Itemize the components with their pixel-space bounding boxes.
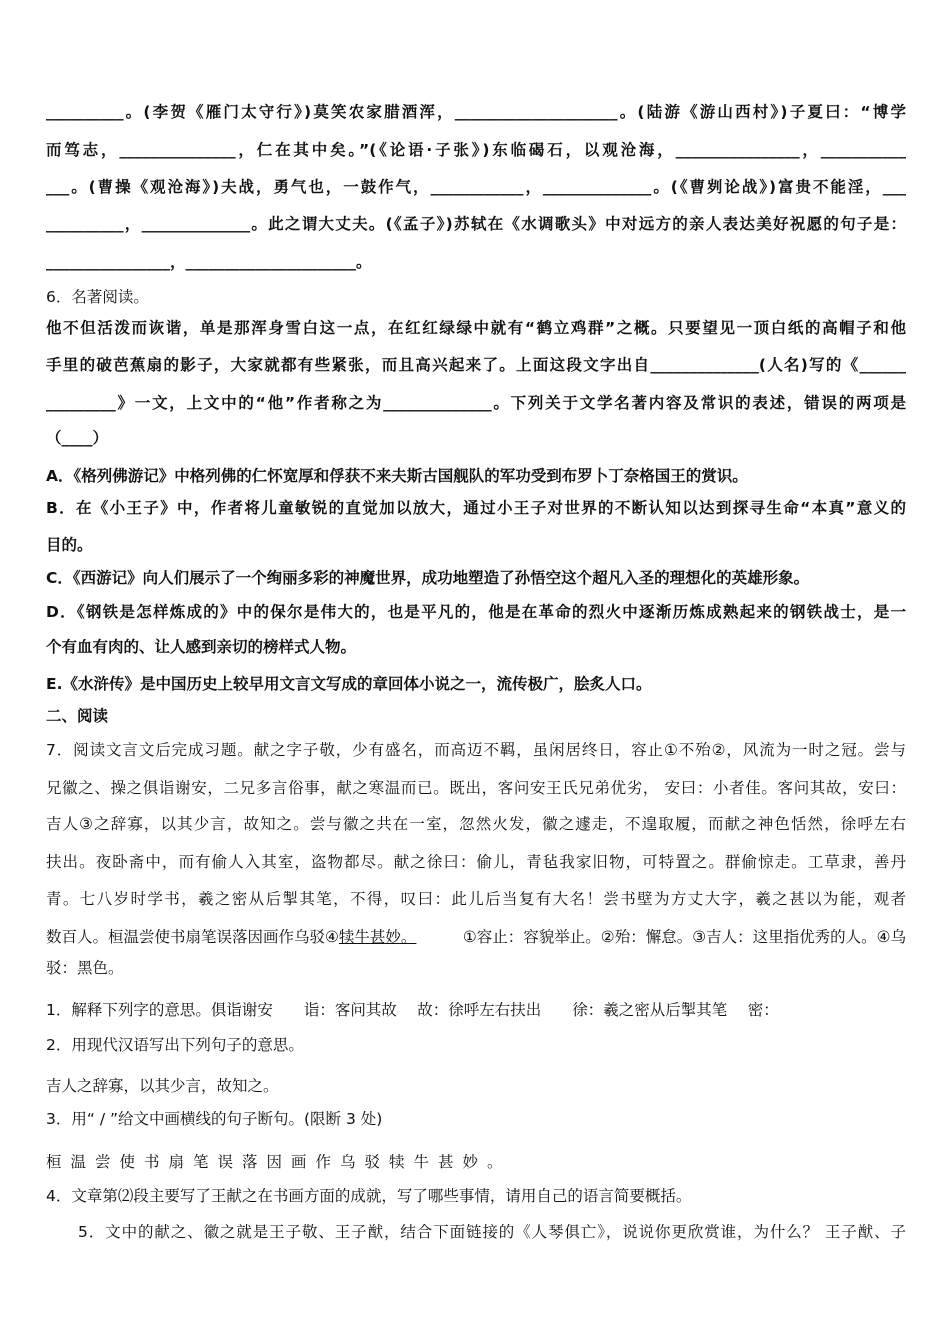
- underlined-sentence: 犊牛甚妙。: [338, 928, 417, 946]
- fill-in-line: 而笃志，_______________，仁在其中矣。”(《论语·子张》)东临碣石，以观沧海，________________，___________: [46, 141, 906, 159]
- q7-passage-line: 兄徽之、操之俱诣谢安，二兄多言俗事，献之寒温而已。既出，客问安王氏兄弟优劣， 安曰：小者佳。客问其故，安曰：: [46, 779, 906, 797]
- q7-sub-question-1: 1．解释下列字的意思。俱诣谢安 诣：客问其故 故：徐呼左右扶出 徐：羲之密从后掣其笔 密：: [46, 1001, 779, 1019]
- q6-option-a: A．《格列佛游记》中格列佛的仁怀宽厚和俘获不来夫斯古国舰队的军功受到布罗卜丁奈格国王的赏识。: [46, 467, 748, 485]
- q7-sub-question-4: 4．文章第⑵段主要写了王献之在书画方面的成就，写了哪些事情，请用自己的语言简要概括。: [46, 1187, 692, 1205]
- q7-passage-line: 青。七八岁时学书，羲之密从后掣其笔，不得，叹曰：此儿后当复有大名！尝书壁为方丈大字，羲之甚以为能，观者: [46, 890, 906, 908]
- q6-option-b: B．在《小王子》中，作者将儿童敏锐的直觉加以放大，通过小王子对世界的不断认知以达到探寻生命“本真”意义的: [46, 499, 906, 517]
- q7-sub-question-2: 2．用现代汉语写出下列句子的意思。: [46, 1036, 304, 1054]
- fill-in-line: ___。(曹操《观沧海》)夫战，勇气也，一鼓作气，____________，______________。(《曹刿论战》)富贵不能淫，___: [46, 178, 906, 196]
- q7-sub-question-5: 5．文中的献之、徽之就是王子敬、王子猷，结合下面链接的《人琴俱亡》，说说你更欣赏谁，为什么？ 王子猷、子: [78, 1223, 906, 1241]
- q7-punctuation-sentence: 桓温尝使书扇笔误落因画作乌驳犊牛甚妙。: [46, 1153, 512, 1171]
- q6-passage-line: 手里的破芭蕉扇的影子，大家就都有些紧张，而且高兴起来了。上面这段文字出自______________(人名)写的《______: [46, 356, 906, 374]
- q6-option-d: D．《钢铁是怎样炼成的》中的保尔是伟大的，也是平凡的，他是在革命的烈火中逐渐历炼成熟起来的钢铁战士，是一: [46, 603, 906, 621]
- q7-passage-line: 扶出。夜卧斋中，而有偷人入其室，盗物都尽。献之徐曰：偷儿，青毡我家旧物，可特置之。群偷惊走。工草隶，善丹: [46, 853, 906, 871]
- q7-footnote-cont: 驳：黑色。: [46, 959, 124, 977]
- q7-sentence: 吉人之辞寡，以其少言，故知之。: [46, 1077, 279, 1095]
- q6-passage-line: _________》一文，上文中的“他”作者称之为______________。下列关于文学名著内容及常识的表述，错误的两项是: [46, 394, 906, 412]
- fill-in-line: ________________，______________________。: [46, 253, 372, 271]
- section-heading: 二、阅读: [46, 707, 109, 725]
- q7-sub-question-3: 3．用“ / ”给文中画横线的句子断句。(限断 3 处): [46, 1110, 383, 1128]
- q6-passage-line: 他不但活泼而诙谐，单是那浑身雪白这一点，在红红绿绿中就有“鹤立鸡群”之概。只要望见一顶白纸的高帽子和他: [46, 319, 906, 337]
- question-6-title: 6．名著阅读。: [46, 288, 149, 306]
- q7-passage-line: 7．阅读文言文后完成习题。献之字子敬，少有盛名，而高迈不羁，虽闲居终日，容止①不殆②，风流为一时之冠。尝与: [46, 741, 906, 759]
- q6-option-e: E.《水浒传》是中国历史上较早用文言文写成的章回体小说之一，流传极广，脍炙人口。: [46, 675, 652, 693]
- q6-option-d-cont: 个有血有肉的、让人感到亲切的榜样式人物。: [46, 638, 357, 656]
- q6-answer-blank: （____）: [46, 429, 109, 447]
- q6-option-c: C．《西游记》向人们展示了一个绚丽多彩的神魔世界，成功地塑造了孙悟空这个超凡入圣的理想化的英雄形象。: [46, 569, 810, 587]
- fill-in-line: __________，______________。此之谓大丈夫。(《孟子》)苏轼在《水调歌头》中对远方的亲人表达美好祝愿的句子是：: [46, 215, 906, 233]
- q7-passage-line: [46, 927, 906, 947]
- q7-passage-line: 吉人③之辞寡，以其少言，故知之。尝与徽之共在一室，忽然火发，徽之遽走，不遑取履，而献之神色恬然，徐呼左右: [46, 815, 906, 833]
- fill-in-line: __________。(李贺《雁门太守行》)莫笑农家腊酒浑，_____________________。(陆游《游山西村》)子夏曰：“博学: [46, 103, 906, 121]
- q7-footnotes: ①容止：容貌举止。②殆：懈怠。③吉人：这里指优秀的人。④乌: [462, 928, 906, 946]
- q6-option-b-cont: 目的。: [46, 536, 93, 554]
- q7-passage-text: 数百人。桓温尝使书扇笔误落因画作乌驳④: [46, 928, 339, 946]
